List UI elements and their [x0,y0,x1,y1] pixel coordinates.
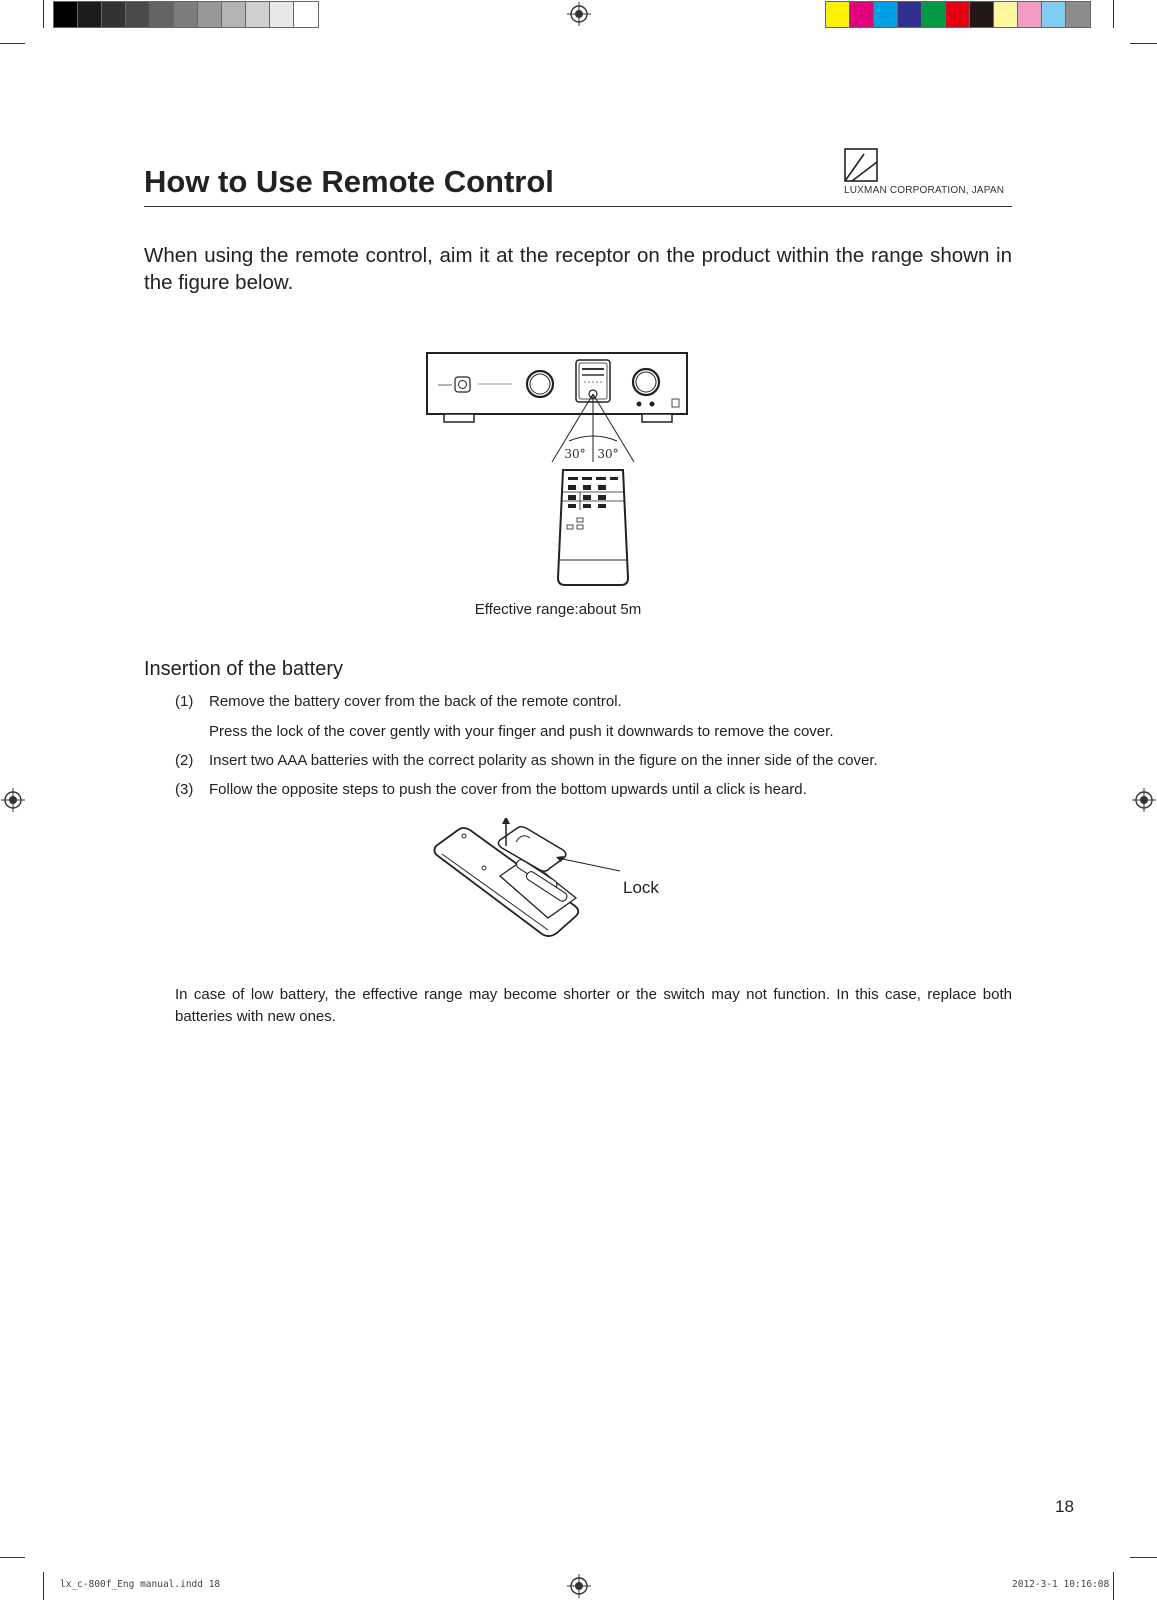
slug-timestamp: 2012-3-1 10:16:08 [1012,1579,1110,1590]
remote-range-figure [420,350,700,590]
intro-paragraph: When using the remote control, aim it at the receptor on the product within the range shown in the figure below. [144,244,1012,294]
calibration-swatch [246,2,270,27]
registration-target-icon [1,788,25,812]
figure-caption: Effective range:about 5m [474,601,642,618]
lock-label: Lock [623,878,659,897]
lock-leader-line [558,858,620,871]
calibration-swatch [922,2,946,27]
list-item [175,752,878,769]
brand-name: LUXMAN CORPORATION, JAPAN [844,185,1005,196]
color-calibration-bar [825,1,1091,28]
calibration-swatch [850,2,874,27]
step-text: Remove the battery cover from the back of the remote control. [209,693,622,710]
list-item [175,693,622,710]
calibration-swatch [898,2,922,27]
crop-mark [1130,43,1157,44]
gray-calibration-bar [53,1,319,28]
luxman-logo-icon [844,148,878,182]
amplifier-foot [444,414,474,422]
calibration-swatch [994,2,1018,27]
registration-target-icon [567,1574,591,1598]
calibration-swatch [174,2,198,27]
calibration-swatch [1066,2,1090,27]
calibration-swatch [826,2,850,27]
calibration-swatch [150,2,174,27]
crop-mark [1130,1557,1157,1558]
amplifier-foot [642,414,672,422]
title-rule [144,206,1012,207]
calibration-swatch [946,2,970,27]
calibration-swatch [294,2,318,27]
battery-figure [430,818,630,940]
crop-mark [0,43,25,44]
low-battery-note: In case of low battery, the effective range may become shorter or the switch may not function. In this case, replace both batteries with new ones. [175,986,1012,1025]
page-number: 18 [1055,1497,1074,1516]
section-heading: Insertion of the battery [144,658,344,680]
calibration-swatch [54,2,78,27]
step-number: (3) [175,781,194,798]
page-title: How to Use Remote Control [144,164,554,199]
calibration-swatch [102,2,126,27]
registration-target-icon [1132,788,1156,812]
crop-mark [0,1557,25,1558]
step-text: Press the lock of the cover gently with your finger and push it downwards to remove the cover. [209,723,834,740]
calibration-swatch [198,2,222,27]
slug-filename: lx_c-800f_Eng manual.indd 18 [60,1579,221,1590]
angle-label-right: 30° [597,447,619,461]
calibration-swatch [1018,2,1042,27]
calibration-swatch [970,2,994,27]
calibration-swatch [874,2,898,27]
crop-mark [1113,0,1114,28]
calibration-swatch [270,2,294,27]
step-number: (1) [175,693,194,710]
power-button [455,377,470,392]
calibration-swatch [1042,2,1066,27]
crop-mark [43,0,44,28]
registration-target-icon [567,2,591,26]
list-item [175,781,807,798]
step-text: Follow the opposite steps to push the cover from the bottom upwards until a click is heard. [209,781,807,798]
calibration-swatch [78,2,102,27]
volume-knob [633,369,659,395]
step-text: Insert two AAA batteries with the correct polarity as shown in the figure on the inner side of the cover. [209,752,878,769]
step-number: (2) [175,752,194,769]
selector-knob [527,371,553,397]
calibration-swatch [126,2,150,27]
crop-mark [43,1572,44,1600]
calibration-swatch [222,2,246,27]
angle-label-left: 30° [564,447,586,461]
crop-mark [1113,1572,1114,1600]
list-item [175,723,834,740]
